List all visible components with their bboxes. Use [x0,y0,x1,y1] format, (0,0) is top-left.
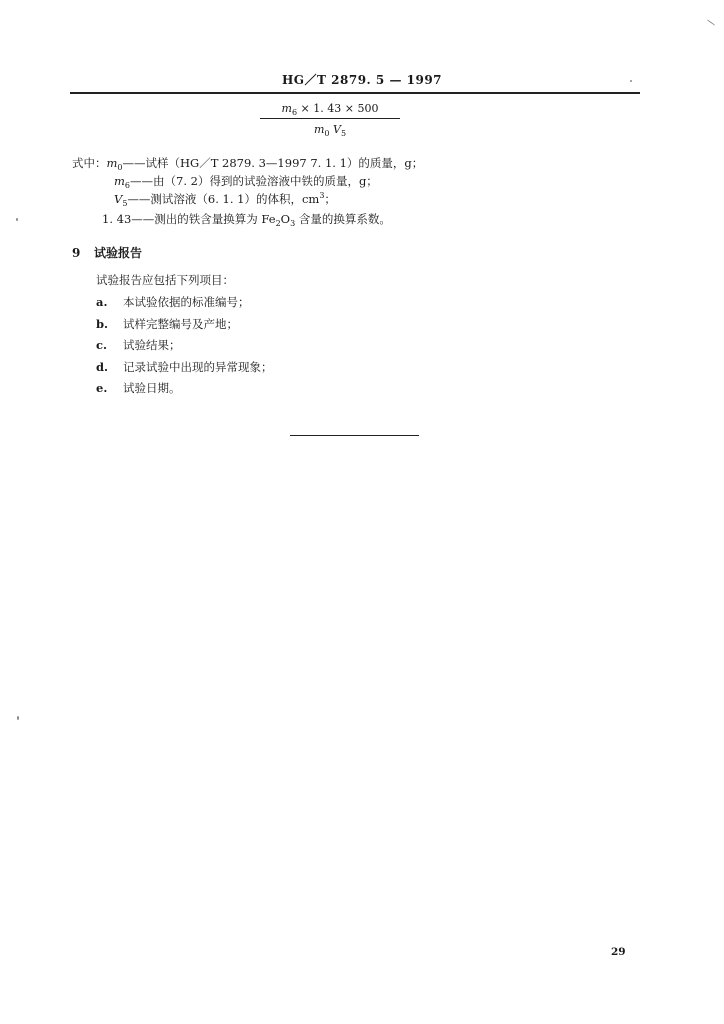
definition-superscript: 3 [319,191,325,200]
definition-symbol: 1. 43 [102,212,132,226]
formula [255,102,405,136]
section-title: 试验报告 [94,246,143,260]
definition-row [72,154,423,172]
definition-text: ——测出的铁含量换算为 Fe [131,212,276,226]
list-item-text: 试样完整编号及产地； [123,316,238,331]
formula-symbol: m [281,102,292,115]
report-intro: 试验报告应包括下列项目： [96,273,234,287]
list-item-letter: d. [96,359,109,374]
definition-subscript: 0 [117,163,123,172]
page-number: 29 [611,946,626,958]
formula-subscript: 6 [291,108,298,117]
list-item-letter: b. [96,316,109,331]
definition-text: ——由（7. 2）得到的试验溶液中铁的质量，g； [130,174,378,188]
definition-subscript: 2 [275,219,281,228]
definition-row [102,210,391,228]
definition-symbol: V [114,192,123,206]
definition-text: ——测试溶液（6. 1. 1）的体积，cm [127,192,320,206]
formula-denominator [255,119,405,136]
definition-row [114,190,336,208]
definition-text: O [280,212,291,226]
scan-speck [17,716,19,720]
list-item [96,293,273,315]
list-item-text: 试验结果； [123,338,181,352]
definition-text-tail: ； [324,192,336,206]
formula-subscript: 5 [340,129,347,138]
definition-subscript: 5 [122,199,128,208]
definition-symbol: m [106,156,118,170]
list-item-text: 记录试验中出现的异常现象； [123,359,273,374]
formula-numerator [255,102,405,118]
formula-symbol: m [313,123,325,136]
list-item-text: 试验日期。 [123,381,181,395]
section-heading [72,244,142,261]
definitions-intro: 式中： [72,156,107,170]
definition-symbol: m [114,174,125,188]
header-rule [70,92,640,94]
scan-speck [630,80,632,82]
list-item [96,379,273,401]
definition-subscript: 6 [124,181,130,190]
definition-subscript: 3 [290,219,296,228]
scan-speck [16,218,18,221]
scan-speck [707,19,716,26]
end-of-document-rule [290,435,419,436]
standard-code-header: HG／T 2879. 5 — 1997 [281,73,443,87]
list-item-letter: e. [96,381,108,395]
report-item-list [96,293,273,401]
definition-text: ——试样（HG／T 2879. 3—1997 7. 1. 1）的质量，g； [122,156,424,170]
list-item-text: 本试验依据的标准编号； [123,295,250,309]
list-item-letter: c. [96,338,108,352]
formula-numerator-rest: × 1. 43 × 500 [297,102,379,115]
definition-text: 含量的换算系数。 [295,212,391,226]
list-item [96,315,273,337]
formula-symbol: V [332,123,341,136]
list-item-letter: a. [96,295,108,309]
definition-row [114,172,378,190]
list-item [96,336,273,358]
section-number: 9 [72,246,81,260]
formula-subscript: 0 [324,129,330,138]
list-item [96,358,273,380]
